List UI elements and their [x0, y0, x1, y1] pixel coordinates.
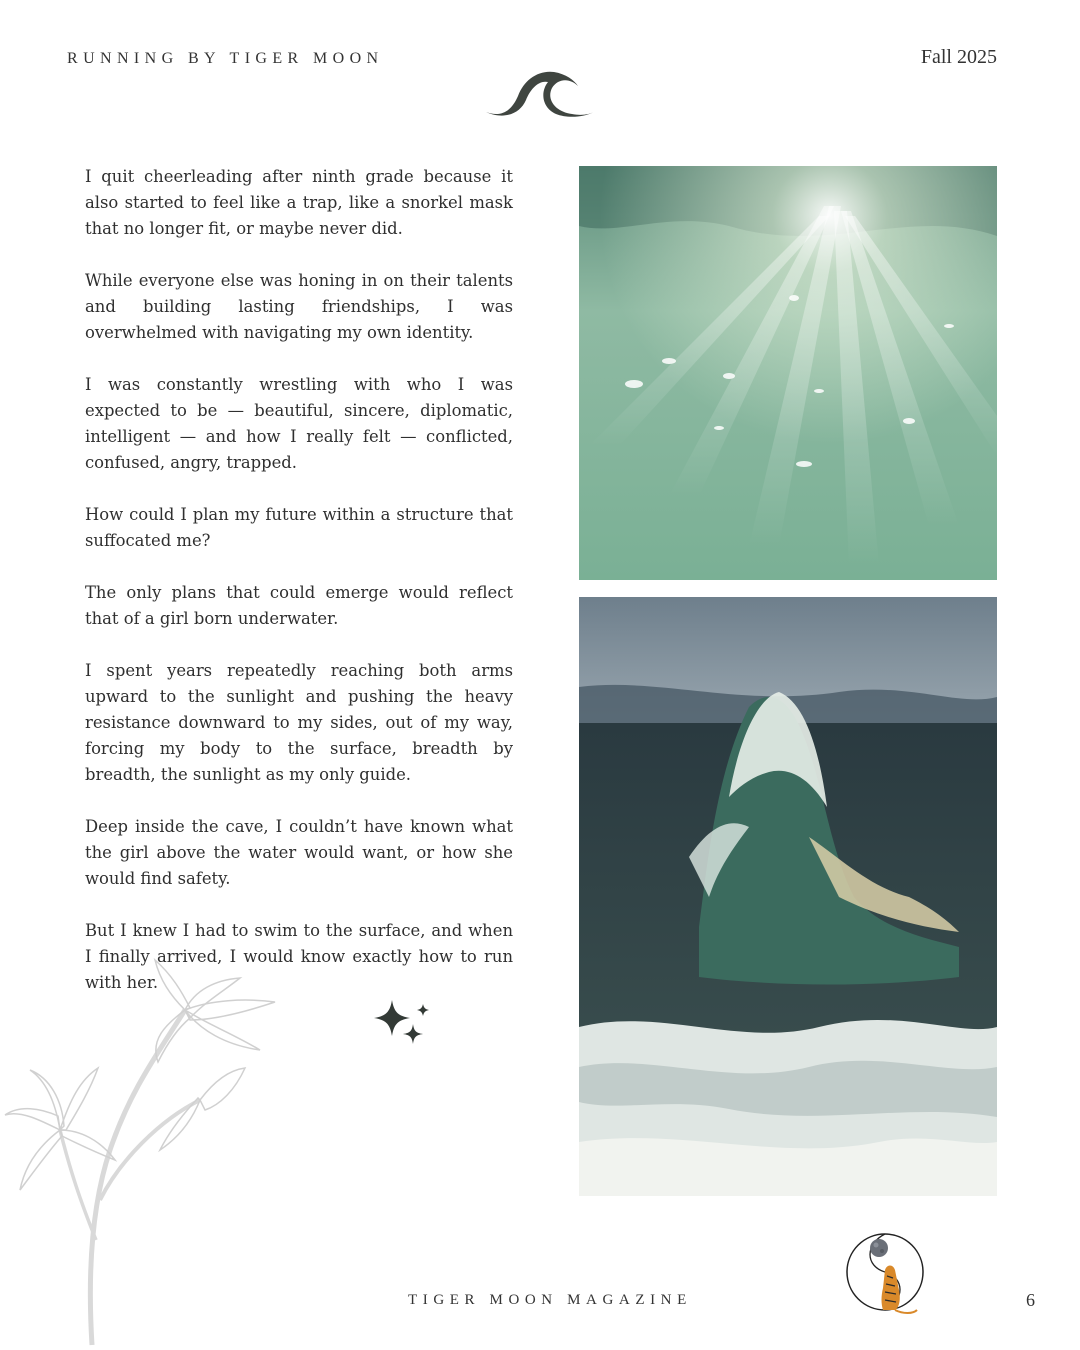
paragraph: I quit cheerleading after ninth grade because it also started to feel like a trap, like a snorkel mask that no longer fit, or maybe never did.	[85, 167, 513, 238]
paragraph: But I knew I had to swim to the surface, and when I finally arrived, I would know exactly how to run with her.	[85, 921, 513, 992]
page-number: 6	[1026, 1290, 1035, 1310]
paragraph: While everyone else was honing in on their talents and building lasting friendships, I was overwhelmed with navigating my own identity.	[85, 271, 513, 342]
paragraph: I was constantly wrestling with who I was expected to be — beautiful, sincere, diplomatic, intelligent — and how I really felt — conflicted, confused, angry, trapped.	[85, 375, 513, 472]
paragraph: Deep inside the cave, I couldn’t have known what the girl above the water would want, or how she would find safety.	[85, 817, 513, 888]
crashing-wave-photo	[579, 597, 997, 1196]
section-title: RUNNING BY TIGER MOON	[67, 50, 384, 67]
paragraph: I spent years repeatedly reaching both arms upward to the sunlight and pushing the heavy resistance downward to my sides, out of my way, forcing my body to the surface, breadth by breadth, the sunlight as my only guide.	[85, 661, 513, 784]
paragraph: How could I plan my future within a structure that suffocated me?	[85, 505, 513, 550]
issue-label: Fall 2025	[920, 46, 997, 68]
underwater-sunlight-photo	[579, 166, 997, 580]
article-body	[85, 164, 513, 1022]
tiger-moon-logo-icon	[843, 1230, 929, 1320]
sparkle-icon	[372, 998, 432, 1050]
lily-flower-icon	[0, 940, 290, 1350]
magazine-name: TIGER MOON MAGAZINE	[408, 1292, 692, 1308]
wave-icon	[482, 66, 598, 122]
paragraph: The only plans that could emerge would reflect that of a girl born underwater.	[85, 583, 513, 628]
